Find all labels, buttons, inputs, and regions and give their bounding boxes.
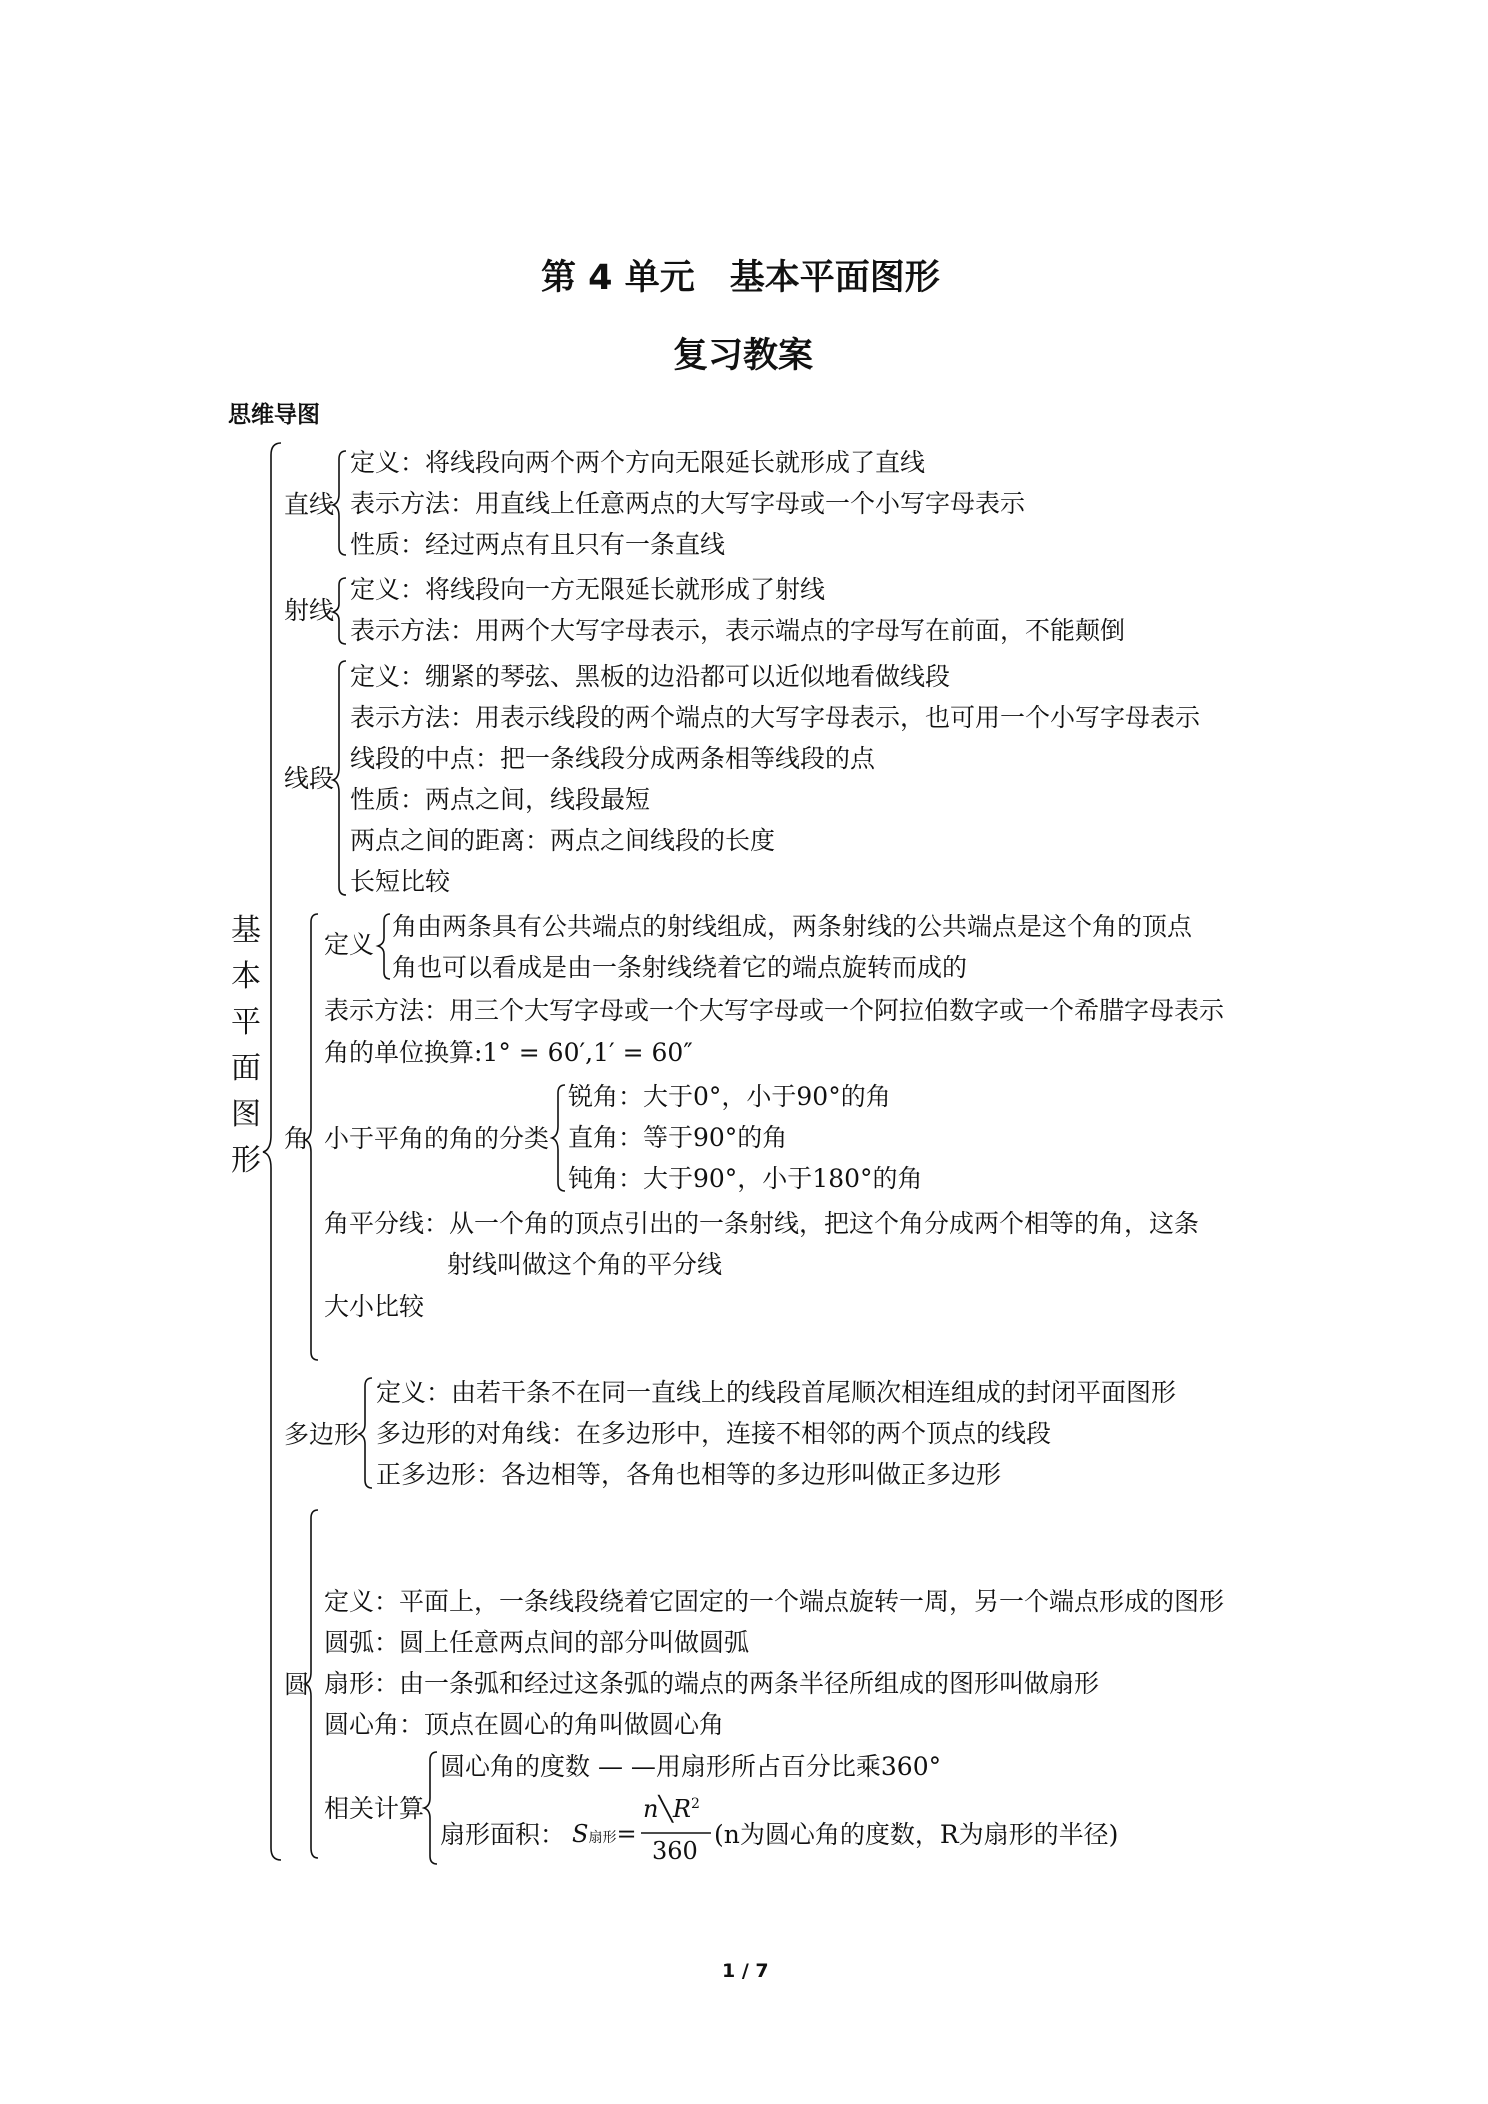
root-char: 基 <box>231 913 261 948</box>
circle-item: 扇形：由一条弧和经过这条弧的端点的两条半径所组成的图形叫做扇形 <box>324 1669 1100 1698</box>
segment-item: 性质：两点之间，线段最短 <box>350 785 651 814</box>
root-char: 平 <box>231 1005 261 1040</box>
line-brace <box>333 451 346 555</box>
segment-item: 定义：绷紧的琴弦、黑板的边沿都可以近似地看做线段 <box>350 662 951 691</box>
formula-numerator-exponent: 2 <box>690 1796 700 1812</box>
ray-brace <box>333 578 346 644</box>
polygon-item: 正多边形：各边相等，各角也相等的多边形叫做正多边形 <box>376 1460 1002 1489</box>
circle-label: 圆 <box>284 1670 310 1699</box>
page-subtitle: 复习教案 <box>673 336 814 376</box>
angle-def-label: 定义 <box>324 930 375 959</box>
angle-class-brace <box>552 1085 565 1191</box>
calc-item-suffix: (n为圆心角的度数，R为扇形的半径) <box>714 1820 1119 1849</box>
calc-item: 圆心角的度数 — —用扇形所占百分比乘360° <box>440 1752 942 1781</box>
formula-s-subscript: 扇形 <box>588 1830 617 1846</box>
ray-item: 定义：将线段向一方无限延长就形成了射线 <box>350 575 826 604</box>
polygon-item: 定义：由若干条不在同一直线上的线段首尾顺次相连组成的封闭平面图形 <box>376 1378 1177 1407</box>
circle-item: 圆弧：圆上任意两点间的部分叫做圆弧 <box>324 1628 750 1657</box>
root-brace <box>263 443 281 1860</box>
root-char: 面 <box>231 1051 261 1086</box>
page-title: 第 4 单元 基本平面图形 <box>541 258 940 298</box>
angle-compare: 大小比较 <box>324 1292 425 1321</box>
line-item: 表示方法：用直线上任意两点的大写字母或一个小写字母表示 <box>350 489 1026 518</box>
page-number: 1 / 7 <box>722 1960 769 1982</box>
circle-item: 圆心角：顶点在圆心的角叫做圆心角 <box>324 1710 725 1739</box>
formula-numerator-text: n╲R <box>643 1795 691 1823</box>
angle-bisector-cont: 射线叫做这个角的平分线 <box>447 1250 723 1279</box>
root-char: 图 <box>231 1097 261 1132</box>
angle-class-label: 小于平角的角的分类 <box>324 1124 550 1153</box>
polygon-item: 多边形的对角线：在多边形中，连接不相邻的两个顶点的线段 <box>376 1419 1052 1448</box>
formula-equals: = <box>616 1820 637 1848</box>
line-item: 性质：经过两点有且只有一条直线 <box>350 530 726 559</box>
polygon-label: 多边形 <box>284 1420 360 1449</box>
angle-def-brace <box>378 914 390 979</box>
formula-s <box>572 1820 637 1848</box>
line-item: 定义：将线段向两个两个方向无限延长就形成了直线 <box>350 448 926 477</box>
segment-item: 两点之间的距离：两点之间线段的长度 <box>350 826 776 855</box>
ray-item: 表示方法：用两个大写字母表示，表示端点的字母写在前面，不能颠倒 <box>350 616 1126 645</box>
line-label: 直线 <box>284 490 335 519</box>
formula-numerator <box>643 1795 700 1823</box>
angle-label: 角 <box>284 1124 310 1153</box>
polygon-brace <box>359 1378 372 1488</box>
circle-item: 定义：平面上，一条线段绕着它固定的一个端点旋转一周，另一个端点形成的图形 <box>324 1587 1225 1616</box>
segment-label: 线段 <box>284 764 335 793</box>
calc-brace <box>424 1752 437 1864</box>
angle-def-item: 角也可以看成是由一条射线绕着它的端点旋转而成的 <box>392 953 968 982</box>
root-char: 本 <box>231 959 261 994</box>
ray-label: 射线 <box>284 596 335 625</box>
segment-item: 线段的中点：把一条线段分成两条相等线段的点 <box>350 744 876 773</box>
calc-label: 相关计算 <box>324 1794 425 1823</box>
angle-notation: 表示方法：用三个大写字母或一个大写字母或一个阿拉伯数字或一个希腊字母表示 <box>324 996 1225 1025</box>
angle-def-item: 角由两条具有公共端点的射线组成，两条射线的公共端点是这个角的顶点 <box>392 912 1193 941</box>
segment-item: 表示方法：用表示线段的两个端点的大写字母表示，也可用一个小写字母表示 <box>350 703 1201 732</box>
angle-bisector: 角平分线：从一个角的顶点引出的一条射线，把这个角分成两个相等的角，这条 <box>324 1209 1200 1238</box>
angle-class-item: 直角：等于90°的角 <box>568 1123 788 1152</box>
calc-item-prefix: 扇形面积： <box>440 1820 566 1849</box>
root-label <box>229 908 263 1184</box>
angle-class-item: 锐角：大于0°，小于90°的角 <box>568 1082 891 1111</box>
formula-s-letter: S <box>572 1820 589 1848</box>
segment-item: 长短比较 <box>350 867 451 896</box>
formula-denominator: 360 <box>652 1837 698 1865</box>
angle-units: 角的单位换算:1° = 60′,1′ = 60″ <box>324 1038 693 1067</box>
section-heading: 思维导图 <box>228 402 320 428</box>
root-char: 形 <box>231 1143 261 1178</box>
segment-brace <box>333 661 346 895</box>
angle-class-item: 钝角：大于90°，小于180°的角 <box>568 1164 923 1193</box>
